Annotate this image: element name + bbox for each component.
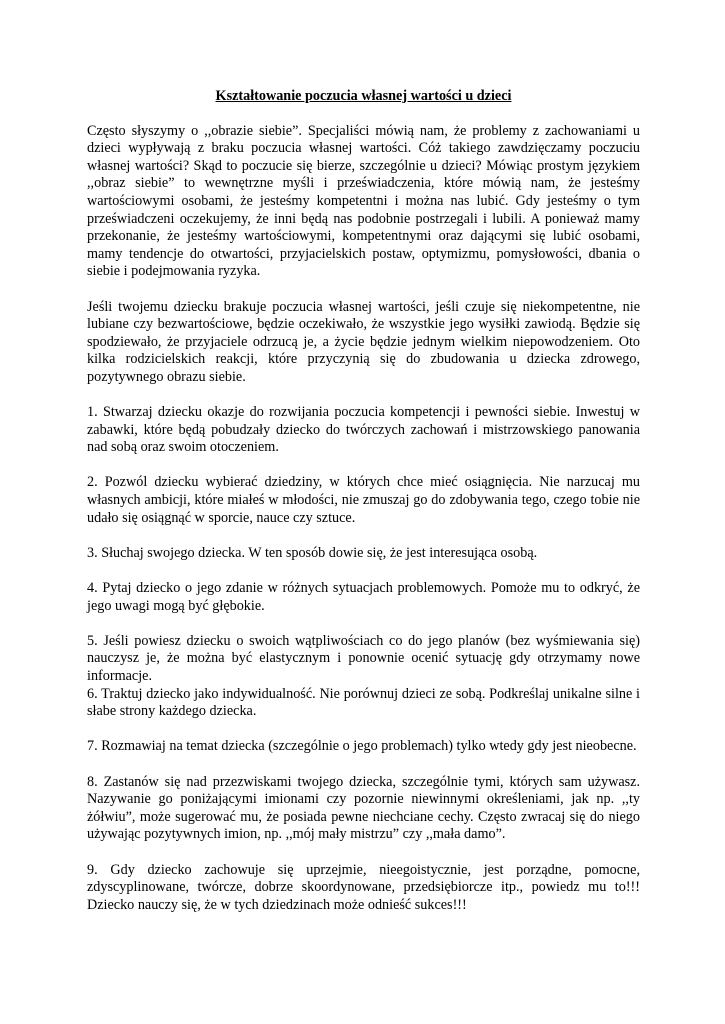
list-item-4: 4. Pytaj dziecko o jego zdanie w różnych sytuacjach problemowych. Pomoże mu to odkryć, że jego uwagi mogą być głębokie. [87,580,640,614]
list-item-9: 9. Gdy dziecko zachowuje się uprzejmie, nieegoistycznie, jest porządne, pomocne, zdyscyplinowane, twórcze, dobrze skoordynowane, przedsiębiorcze itp., powiedz mu to!!! Dziecko nauczy się, że w tych dziedzinach może odnieść sukces!!! [87,861,640,913]
paragraph-lack-of-self-esteem: Jeśli twojemu dziecku brakuje poczucia własnej wartości, jeśli czuje się niekompetentne, nie lubiane czy bezwartościowe, będzie oczekiwało, że wszystkie jego wysiłki zawiodą. Będzie się spodziewało, że przyjaciele odrzucą je, a życie będzie jednym wielkim niepowodzeniem. Oto kilka rodzicielskich reakcji, które przyczynią się do zbudowania u dziecka zdrowego, pozytywnego obrazu siebie. [87,298,640,385]
document-page [87,88,640,932]
list-item-8: 8. Zastanów się nad przezwiskami twojego dziecka, szczególnie tymi, których sam używasz. Nazywanie go poniżającymi imionami czy pozornie niewinnymi określeniami, jak np. ,,ty żółwiu”, może sugerować mu, że posiada pewne niechciane cechy. Często zwracaj się do niego używając pozytywnych imion, np. ,,mój mały mistrzu” czy ,,mała damo”. [87,773,640,843]
list-item-6: 6. Traktuj dziecko jako indywidualność. Nie porównuj dzieci ze sobą. Podkreślaj unikalne silne i słabe strony każdego dziecka. [87,685,640,720]
list-item-3: 3. Słuchaj swojego dziecka. W ten sposób dowie się, że jest interesująca osobą. [87,544,538,561]
list-item-1: 1. Stwarzaj dziecku okazje do rozwijania poczucia kompetencji i pewności siebie. Inwestuj w zabawki, które będą pobudzały dziecko do twórczych zachowań i mistrzowskiego panowania nad sobą oraz swoim otoczeniem. [87,404,640,456]
list-item-7: 7. Rozmawiaj na temat dziecka (szczególnie o jego problemach) tylko wtedy gdy jest nieobecne. [87,738,637,755]
document-title: Kształtowanie poczucia własnej wartości u dzieci [215,88,512,104]
list-item-2: 2. Pozwól dziecku wybierać dziedziny, w których chce mieć osiągnięcia. Nie narzucaj mu własnych ambicji, które miałeś w młodości, nie zmuszaj go do zdobywania tego, czego tobie nie udało się osiągnąć w sporcie, nauce czy sztuce. [87,474,640,526]
paragraph-intro: Często słyszymy o ,,obrazie siebie”. Specjaliści mówią nam, że problemy z zachowaniami u dzieci wypływają z braku poczucia własnej wartości. Cóż takiego zawdzięczamy poczuciu własnej wartości? Skąd to poczucie się bierze, szczególnie u dzieci? Mówiąc prostym językiem ,,obraz siebie” to wewnętrzne myśli i przeświadczenia, które mówią nam, że jesteśmy wartościowymi osobami, że jesteśmy kompetentni i można nas lubić. Gdy jesteśmy o tym przeświadczeni oczekujemy, że inni będą nas podobnie postrzegali i lubili. A ponieważ mamy przekonanie, że jesteśmy wartościowymi, kompetentnymi oraz dającymi się lubić osobami, mamy tendencje do otwartości, przyjacielskich postaw, optymizmu, pomysłowości, dbania o siebie i podejmowania ryzyka. [87,122,640,280]
list-item-5: 5. Jeśli powiesz dziecku o swoich wątpliwościach co do jego planów (bez wyśmiewania się) nauczysz je, że można być elastycznym i ponownie ocenić sytuację gdy otrzymamy nowe informacje. [87,632,640,684]
